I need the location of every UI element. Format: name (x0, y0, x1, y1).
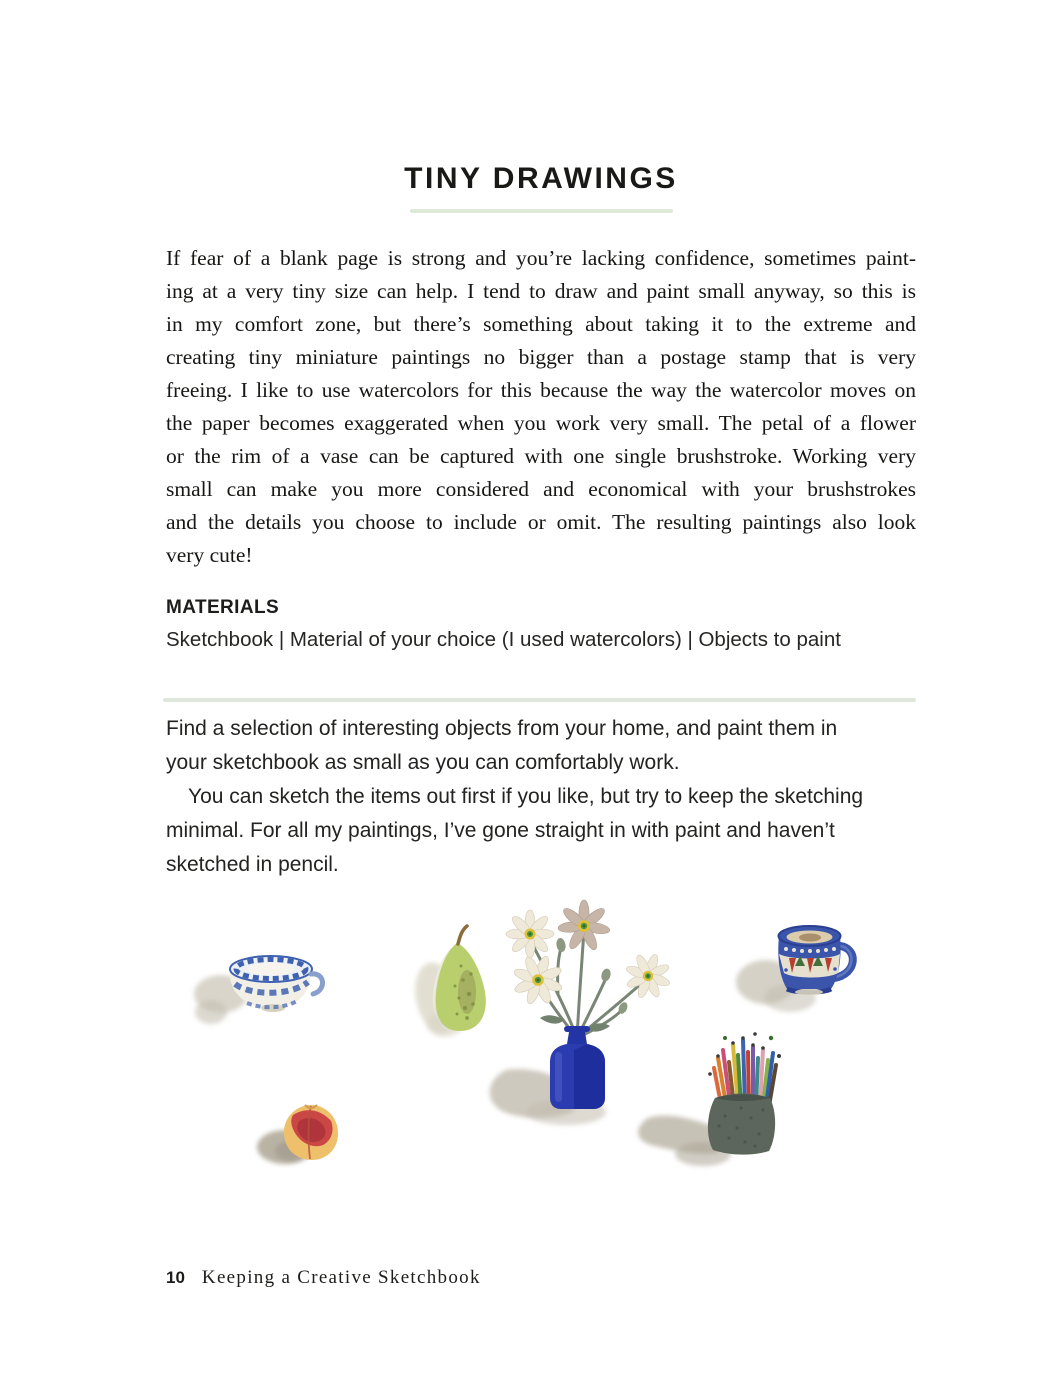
peach-illustration (257, 1105, 338, 1164)
daisies-vase-illustration (490, 900, 678, 1125)
intro-paragraph: If fear of a blank page is strong and you’re lacking confidence, sometimes paint- ing at a very tiny size can help. I tend to draw and paint small anyway, so this is in my comfort zone, but there’s something about taking it to the extreme and creating tiny miniature paintings no bigger than a postage stamp that is very freeing. I like to use watercolors for this because the way the watercolor moves on the paper becomes exaggerated when you work very small. The petal of a flower or the rim of a vase can be captured with one single brushstroke. Working very small can make you more considered and economical with your brushstrokes and the details you choose to include or omit. The resulting paintings also look very cute! (166, 246, 916, 567)
page-footer (166, 1267, 481, 1289)
materials-list: Sketchbook | Material of your choice (I used watercolors) | Objects to paint (166, 628, 841, 651)
illustrations-canvas (166, 890, 916, 1190)
instruction-paragraph-2: You can sketch the items out first if you like, but try to keep the sketching minimal. For all my paintings, I’ve gone straight in with paint and haven’t sketched in pencil. (166, 785, 864, 876)
watercolor-illustrations (166, 890, 916, 1190)
title-underline (410, 209, 673, 213)
book-title: Keeping a Creative Sketchbook (201, 1267, 481, 1288)
instruction-paragraph-1: Find a selection of interesting objects from your home, and paint them in your sketchbook as small as you can comfortably work. (166, 717, 838, 774)
teacup-illustration (194, 956, 323, 1024)
materials-section (166, 597, 926, 652)
section-divider (163, 698, 916, 702)
materials-heading: MATERIALS (166, 597, 280, 618)
page-title: TINY DRAWINGS (404, 162, 678, 195)
mug-illustration (736, 926, 853, 1012)
instructions-section (166, 712, 928, 882)
pencil-pot-illustration (638, 1032, 781, 1166)
pear-illustration (409, 926, 486, 1038)
page-number: 10 (166, 1268, 185, 1287)
title-block (156, 162, 926, 213)
